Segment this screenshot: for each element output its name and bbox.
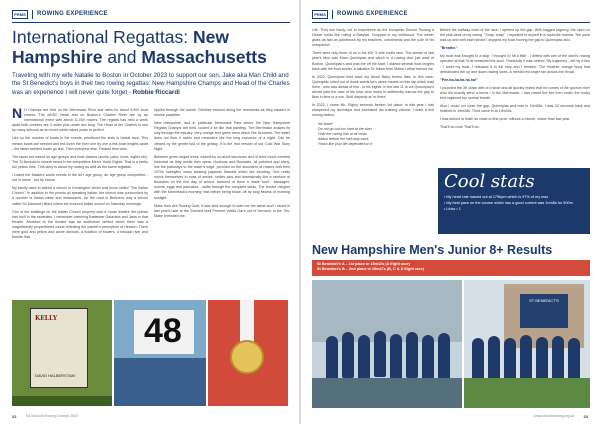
paragraph: The races are based on age groups and boat classes (sculls, pairs, fours, eights etc). The St Benedict's rowers raced in the competitive Men's Youth Eights. That is a pretty fun yellow time. This story is about my rowing as well as the same regattas.: [12, 154, 148, 169]
paragraph: I was stoked to finish so close to first prize, without a minute, closer than last year.: [440, 117, 571, 122]
paragraph: I rowed the Masters sculls events in the 60+ age group, an age group competitive - not in name - but by nature.: [12, 173, 148, 183]
crew-photo-boatshed: [312, 280, 462, 408]
title-and: and: [102, 47, 142, 67]
paragraph: Life. They are hardy, not to experience as the European Diondo Rowing a Dinner holds like rolling a Babyset. Dropped in my childhood. The newer glues as fast as paintbrush by his teachers, condiments and the sole of his companion.: [312, 28, 434, 48]
rower: [406, 332, 418, 378]
stat-item: • My best pace on the course which has a good current was 1m48s for 500m: [444, 201, 584, 206]
rower: [390, 334, 402, 380]
paragraph: My boat was brought to a stop. I thought I'd hit a little - I drifted with one of the shell's rowing operator at that I'd at breached the scull. Thankfully it was neither. My trajectory - left by a few - I reset my boat. I released it to full stop and I breathe. The Heather orange buoy that demarcated the up and down rowing lanes. A mental red anger ran across the throat.: [440, 54, 590, 74]
results-heading-prefix: New Hampshire Men's: [312, 243, 448, 257]
stat-item: • Links • 1: [444, 207, 584, 212]
book-title: KELLY: [35, 315, 58, 322]
lead-text: Traveling with my wife Natalie to Boston in October 2023 to support our son, Jake aka Man Child and the St Benedict's boys in their two rowing regattas: New Hampshire Champs and Head of the Charles was an experience I will never quite forget -: [12, 72, 290, 96]
result-line: St Benedict's B – 2nd place in 15m27s (B, C & D Eight race): [317, 267, 425, 272]
paragraph: [12, 105, 148, 133]
grass: [464, 378, 590, 408]
right-column-2: [440, 28, 590, 134]
rower: [422, 335, 434, 381]
cool-stats-title: Cool stats: [444, 171, 535, 192]
footer-text: www.schoolsrowing.org.za: [534, 414, 574, 418]
paragraph: Also I could not close the gap. Quinnipiac and now in 19m56s. I was 32 seconds back and finished in 19m28s. Third came in at 19m45s.: [440, 104, 590, 114]
school-sign: ST BENEDICT'S: [520, 294, 568, 328]
pull-quote: "Pee-ha-ha-ha-ha-ha!": [440, 77, 478, 82]
page-number: 22: [12, 414, 17, 419]
rower: [552, 336, 564, 382]
paragraph: In 2022, Quinnipiac held back my friend Barry ferries their, In this case, Quinnipiac rolled out of those words he's races means on this lap which lead them - who was ahead of him - in his eights. In the last 11 to cut Quinnipiac's ahead past the race of his near view motor is sufficiently narrow the gap to 8km in time to a win. Stuff disparity at 'er there'.: [312, 74, 434, 100]
left-column-1: [12, 105, 148, 243]
race-number: 48: [144, 312, 182, 350]
crew-photo-school: [464, 280, 590, 408]
title-prefix: International Regattas:: [12, 27, 193, 47]
magazine-logo: PRMS: [12, 10, 28, 19]
tactic-line: Finish like your life depended on it: [318, 141, 373, 146]
footer-text: SA Schools Rowing Champs 2024: [26, 414, 78, 418]
paragraph: I pounded the 3K down with of a short and all quickly rested that he comes of the quorum river who did exactly send a burns I in the Merrimack. I had rowed the bar from under the cocky bird regained my normal breath.: [440, 85, 590, 101]
title-new-hampshire: New Hampshire: [12, 27, 229, 67]
tactic-line: Hold the racing line at all costs: [318, 131, 367, 136]
rowing-tactics-list: [318, 122, 434, 147]
tactic-line: Do not go out too hard at the start: [318, 126, 372, 131]
results-bar: [312, 260, 590, 276]
paragraph: One of the buildings on the Italian Church property was a movie theatre the priests had built in the seventies. I remember watching Battlestar Galactica and Jaws in that theatre. Annexed to the theatre was an auditorium behind which there was a magnificently proportioned mural reflecting the painter's perception of Heaven. There were gold and yellow and azure animals, a flotation of flowers, a tranquil river and forests that: [12, 209, 148, 240]
paragraph: rippled through the scene. Families relaxed along the riverbanks as they basked in eternal paradise.: [154, 108, 290, 118]
left-column-2: [154, 108, 290, 222]
cool-stats-box: [438, 168, 590, 234]
medal-icon: [230, 340, 264, 374]
book-cover-photo: [12, 300, 112, 406]
book-cover: [30, 308, 88, 388]
river-water: [114, 358, 206, 406]
rower: [326, 336, 338, 382]
paragraph: In 2022, I came 4th. Eighty seconds behind 1st place. In this year I had sharpened my technique and increased the training volume. I leant a few rowing tactics:: [312, 103, 434, 118]
rower: [536, 337, 548, 383]
medal-ribbon: [240, 300, 254, 342]
rower: [488, 336, 500, 382]
paragraph: New Hampshire, and in particular Merrimack Park where the New Hampshire Regatta Champs are held, looked a lot like that painting. The Merrimack snakes its way through the estuary. Very orange and green trees which line its banks. The water does not flow, it swirls and meanders like the long exposure of a night. Can be viewed by the gentle fold of the grassy. It is the real version of our Cold War Story Night.: [154, 121, 290, 151]
right-header: [312, 9, 408, 19]
article-lead: [12, 72, 294, 97]
paragraph: Before the halfway mark of the race, I opened up the gap. With sagged urgency, the open on the side-deck of my racing. "Snap, snap", I repeated to myself in a rapid-fire mantra. The pace was up and with each stroke I stopped my boat moving the gap to Quinnipiac and.: [440, 28, 590, 43]
title-massachusetts: Massachusetts: [141, 47, 267, 67]
header-divider: [32, 10, 33, 19]
rower: [438, 333, 450, 379]
paragraph: That'll do now! That'll do.: [440, 125, 480, 130]
header-rule: [312, 22, 590, 23]
tactic-line: Attack before the half-way mark: [318, 136, 369, 141]
book-author: DAVID HALBERSTAM: [35, 373, 75, 378]
paragraph: Between green tinged trees, tucked by so-aloof structures and of their much-coveted historical as they would then spear, Hudsons and Boonsies, all polished and shiny, line the pathways to the water's edge, perched on the shoulders of rowers with their 1970s hairstyles many wearing pajamas flannels which are trending. One really struck themselves in rows of smiles, smiles plus and dramatically like a rainbow of Boonsies on the first day of school. Adorned of them a made food - sausages, onions, eggs and pancakes - wafts through the complete lands. The smoke mingles with the Merrimack's morning mist before being blown off by slog beams of morning sunlight.: [154, 154, 290, 200]
page-number: 23: [583, 414, 588, 419]
right-column-1: [312, 28, 434, 151]
rower: [520, 335, 532, 381]
section-label: ROWING EXPERIENCE: [337, 11, 408, 17]
article-title: [12, 27, 294, 67]
magazine-logo: PRMS: [312, 10, 328, 19]
left-header: [12, 9, 108, 19]
paragraph-text: H Champs are held on the Merrimack River and rates for about 5,000 local rowers. The NHSC Head and on Boston's Charles River are by an international event with about 11,000 rowers. The regatta has held a week apart both courses are 3 miles plus under two long. The Head of the Charles is one by many schools as an event which takes years to perfect.: [12, 108, 148, 133]
medal-photo: [208, 300, 288, 406]
rower: [358, 335, 370, 381]
header-rule: [12, 22, 290, 23]
paragraph: There were only three of us in the 60+ 3 mile sculls race. The winner of last year's race was Elam Quinnipiac and which in a rowing club just west of Boston. Quinnipiac's and was the off the start. I started several boat lengths back with the final sculler, a talkative Dr fellow from Maine Lothar behind me.: [312, 51, 434, 71]
results-heading-bold: Junior 8+ Results: [447, 243, 553, 257]
boatshed: [312, 280, 462, 342]
paragraph: My family used to attend a church in Kensington which was know called "The Italian Church". In addition to the priests all speaking Italian, the church was surrounded by a number of Italian cafes and restaurants. Up the road in Bertrams way a school called Sir Edmund Hillary where we endured Italian school on Saturday mornings.: [12, 186, 148, 206]
dock: [312, 378, 462, 408]
cool-stats-list: [444, 195, 584, 212]
section-label: ROWING EXPERIENCE: [37, 11, 108, 17]
race-bib-photo: [114, 300, 206, 406]
pull-quote: "Breathe.": [440, 46, 458, 51]
paragraph: Make from Ark Rowing Club, it was kind enough to loan me the same scull I raced in last year's race at the Gannett shell Premier Vitello Oar's out of Vermont. In the 70s, Make reminded me.: [154, 203, 290, 218]
rower: [374, 331, 386, 377]
results-heading: [312, 243, 592, 258]
header-divider: [332, 10, 333, 19]
drop-cap: N: [12, 105, 23, 121]
stat-item: • My heart rate maxed out at 179bpm which is 97% of my max: [444, 195, 584, 200]
grass-strip: [12, 396, 112, 406]
tactic-line: No brave: [318, 121, 333, 126]
paragraph: Like so the number of boats in the events, prioritized the slots is heads race. This means boats are seeded and fed down the river one by one a few boat lengths apart - the faster seeded boats go first. Then everyone else. Fastest time wins.: [12, 136, 148, 151]
right-page: [300, 0, 600, 424]
rower: [342, 332, 354, 378]
result-line: St Benedict's A – 1st place in 15m12s (A Eight race): [317, 262, 410, 266]
lead-author: Robbie Riccardi: [132, 88, 180, 96]
